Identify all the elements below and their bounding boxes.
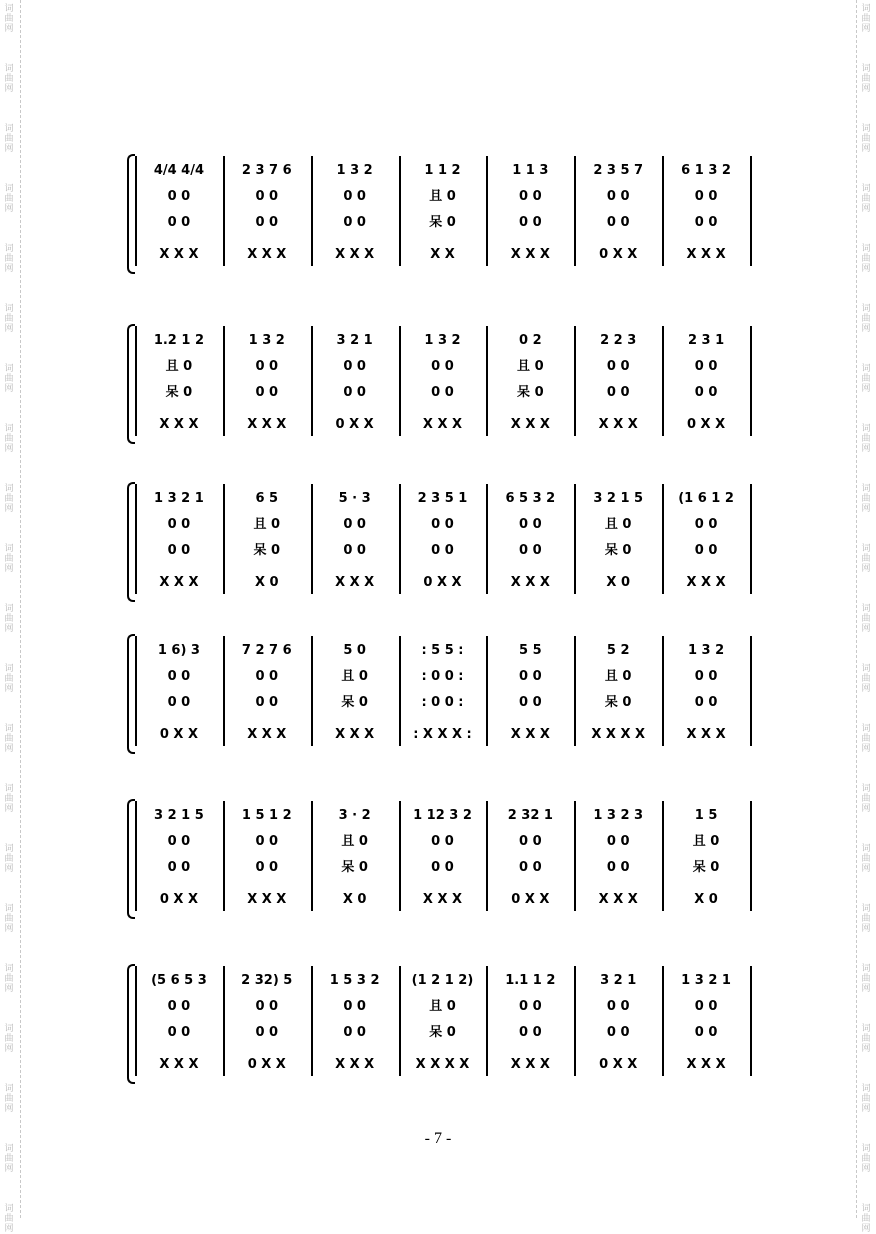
barline	[223, 636, 225, 746]
melody-row: 2 32 1	[507, 808, 553, 823]
watermark-text: 词 曲 网	[861, 244, 871, 274]
watermark-text: 词 曲 网	[4, 184, 14, 214]
barline	[486, 966, 488, 1076]
barline	[750, 326, 752, 436]
vocal-row: 0 0	[694, 999, 718, 1014]
vocal-row: 0 0	[167, 669, 191, 684]
melody-row: 1 3 2 1	[681, 973, 731, 988]
melody-row: 1 3 2	[424, 333, 461, 348]
vocal-row: 且 0	[341, 834, 368, 849]
percussion-row: X X X	[510, 727, 550, 742]
barline	[486, 484, 488, 594]
syllable-row: 0 0	[343, 385, 366, 400]
syllable-row: 0 0	[519, 215, 542, 230]
watermark-text: 词 曲 网	[4, 904, 14, 934]
syllable-row: 呆 0	[692, 860, 720, 875]
syllable-row: 呆 0	[517, 385, 544, 400]
barline	[750, 156, 752, 266]
syllable-row: 0 0	[167, 695, 191, 710]
barline	[311, 484, 313, 594]
watermark-text: 词 曲 网	[861, 124, 871, 154]
watermark-text: 词 曲 网	[4, 64, 14, 94]
melody-row: 5 2	[606, 643, 630, 658]
barline	[399, 636, 401, 746]
vocal-row: 0 0	[343, 999, 366, 1014]
syllable-row: 呆 0	[341, 860, 368, 875]
vocal-row: 且 0	[692, 834, 720, 849]
barline	[311, 966, 313, 1076]
barline	[399, 156, 401, 266]
score-system	[0, 150, 876, 280]
vocal-row: 0 0	[519, 834, 542, 849]
score-system	[0, 478, 876, 608]
barline	[662, 636, 664, 746]
vocal-row: 0 0	[606, 999, 630, 1014]
melody-row: 1 3 2	[687, 643, 725, 658]
percussion-row: X X X	[335, 727, 375, 742]
percussion-row: 0 X X	[159, 727, 198, 742]
barline	[135, 156, 137, 266]
vocal-row: 0 0	[519, 517, 542, 532]
watermark-text: 词 曲 网	[4, 364, 14, 394]
vocal-row: 且 0	[253, 517, 281, 532]
vocal-row: 0 0	[431, 517, 454, 532]
syllable-row: 0 0	[519, 695, 542, 710]
syllable-row: 0 0	[167, 215, 191, 230]
system-brace	[127, 482, 135, 602]
watermark-text: 词 曲 网	[861, 184, 871, 214]
syllable-row: 0 0	[694, 543, 718, 558]
vocal-row: : 0 0 :	[421, 669, 464, 684]
vocal-row: 0 0	[606, 359, 630, 374]
melody-row: 5 0	[343, 643, 366, 658]
barline	[750, 801, 752, 911]
melody-row: 6 5 3 2	[505, 491, 556, 506]
vocal-row: 0 0	[255, 359, 279, 374]
watermark-text: 词 曲 网	[861, 724, 871, 754]
barline	[574, 326, 576, 436]
syllable-row: 0 0	[255, 1025, 279, 1040]
vocal-row: 0 0	[606, 189, 630, 204]
melody-row: 1 3 2 1	[154, 491, 204, 506]
percussion-row: X X X X	[415, 1057, 470, 1072]
syllable-row: 0 0	[694, 695, 718, 710]
syllable-row: 呆 0	[165, 385, 193, 400]
barline	[135, 801, 137, 911]
syllable-row: 0 0	[606, 215, 630, 230]
barline	[223, 156, 225, 266]
syllable-row: 0 0	[343, 1025, 366, 1040]
watermark-text: 词 曲 网	[4, 484, 14, 514]
watermark-text: 词 曲 网	[4, 724, 14, 754]
vocal-row: 0 0	[519, 669, 542, 684]
barline	[662, 326, 664, 436]
syllable-row: 0 0	[606, 385, 630, 400]
syllable-row: 0 0	[255, 215, 279, 230]
watermark-text: 词 曲 网	[4, 964, 14, 994]
barline	[574, 156, 576, 266]
score-system	[0, 960, 876, 1090]
syllable-row: 0 0	[606, 1025, 630, 1040]
watermark-text: 词 曲 网	[4, 604, 14, 634]
system-brace	[127, 634, 135, 754]
melody-row: 5 5	[519, 643, 542, 658]
barline	[486, 801, 488, 911]
barline	[223, 326, 225, 436]
percussion-row: X X X	[247, 727, 287, 742]
watermark-text: 词 曲 网	[861, 424, 871, 454]
syllable-row: 呆 0	[429, 215, 456, 230]
melody-row: 2 2 3	[600, 333, 637, 348]
vocal-row: 且 0	[517, 359, 544, 374]
percussion-row: X 0	[694, 892, 718, 907]
vocal-row: 且 0	[165, 359, 193, 374]
syllable-row: 呆 0	[429, 1025, 456, 1040]
percussion-row: X X X	[686, 575, 726, 590]
watermark-text: 词 曲 网	[861, 304, 871, 334]
syllable-row: 0 0	[255, 695, 279, 710]
percussion-row: X X X	[247, 247, 287, 262]
percussion-row: 0 X X	[247, 1057, 286, 1072]
barline	[574, 801, 576, 911]
watermark-text: 词 曲 网	[861, 64, 871, 94]
melody-row: 1 5 1 2	[241, 808, 292, 823]
watermark-text: 词 曲 网	[4, 1084, 14, 1114]
melody-row: 3 2 1	[600, 973, 637, 988]
percussion-row: 0 X X	[599, 1057, 638, 1072]
barline	[311, 156, 313, 266]
syllable-row: 0 0	[519, 1025, 542, 1040]
vocal-row: 0 0	[606, 834, 630, 849]
percussion-row: X X X	[335, 247, 375, 262]
barline	[486, 326, 488, 436]
percussion-row: X X X	[510, 1057, 550, 1072]
melody-row: 2 3 7 6	[241, 163, 292, 178]
percussion-row: X X X	[686, 727, 726, 742]
barline	[662, 156, 664, 266]
vocal-row: 0 0	[519, 189, 542, 204]
melody-row: 1.1 1 2	[505, 973, 556, 988]
vocal-row: 0 0	[255, 669, 279, 684]
vocal-row: 0 0	[167, 999, 191, 1014]
melody-row: (5 6 5 3	[151, 973, 207, 988]
barline	[223, 801, 225, 911]
percussion-row: X X X	[510, 247, 550, 262]
melody-row: 4/4 4/4	[153, 163, 205, 178]
watermark-text: 词 曲 网	[4, 424, 14, 454]
score-system	[0, 795, 876, 925]
melody-row: 1 6) 3	[157, 643, 200, 658]
melody-row: 3 2 1	[336, 333, 373, 348]
percussion-row: X 0	[254, 575, 279, 590]
watermark-text: 词 曲 网	[861, 4, 871, 34]
vocal-row: 0 0	[167, 834, 191, 849]
melody-row: 2 3 1	[687, 333, 725, 348]
syllable-row: 0 0	[343, 543, 366, 558]
syllable-row: 0 0	[694, 385, 718, 400]
percussion-row: X X X	[159, 247, 199, 262]
percussion-row: 0 X X	[159, 892, 198, 907]
vocal-row: 0 0	[343, 359, 366, 374]
barline	[135, 326, 137, 436]
watermark-text: 词 曲 网	[4, 244, 14, 274]
watermark-text: 词 曲 网	[861, 544, 871, 574]
syllable-row: 0 0	[694, 215, 718, 230]
percussion-row: X X X	[598, 892, 638, 907]
watermark-text: 词 曲 网	[861, 664, 871, 694]
watermark-text: 词 曲 网	[861, 784, 871, 814]
watermark-text: 词 曲 网	[4, 664, 14, 694]
syllable-row: 0 0	[694, 1025, 718, 1040]
barline	[750, 636, 752, 746]
syllable-row: 0 0	[255, 860, 279, 875]
watermark-text: 词 曲 网	[4, 1144, 14, 1174]
syllable-row: 呆 0	[341, 695, 368, 710]
barline	[574, 636, 576, 746]
melody-row: 3 · 2	[338, 808, 371, 823]
vocal-row: 0 0	[343, 517, 366, 532]
percussion-row: X X X	[686, 247, 726, 262]
melody-row: 1.2 1 2	[153, 333, 204, 348]
percussion-row: X 0	[342, 892, 367, 907]
percussion-row: X X X	[686, 1057, 726, 1072]
vocal-row: 0 0	[694, 359, 718, 374]
barline	[486, 156, 488, 266]
syllable-row: 0 0	[167, 1025, 191, 1040]
melody-row: 3 2 1 5	[154, 808, 204, 823]
watermark-text: 词 曲 网	[861, 1204, 871, 1234]
melody-row: 0 2	[519, 333, 542, 348]
percussion-row: X X X	[159, 575, 199, 590]
syllable-row: 0 0	[343, 215, 366, 230]
melody-row: 1 3 2	[248, 333, 285, 348]
percussion-row: 0 X X	[335, 417, 374, 432]
system-brace	[127, 324, 135, 444]
barline	[135, 966, 137, 1076]
syllable-row: 0 0	[431, 385, 454, 400]
syllable-row: 呆 0	[604, 695, 632, 710]
barline	[750, 484, 752, 594]
watermark-text: 词 曲 网	[4, 4, 14, 34]
percussion-row: X X X	[335, 1057, 375, 1072]
melody-row: 5 · 3	[338, 491, 371, 506]
melody-row: 1 1 3	[512, 163, 549, 178]
vocal-row: 0 0	[343, 189, 366, 204]
vocal-row: 且 0	[429, 189, 456, 204]
barline	[750, 966, 752, 1076]
barline	[223, 966, 225, 1076]
watermark-text: 词 曲 网	[861, 1084, 871, 1114]
syllable-row: 0 0	[167, 543, 191, 558]
watermark-text: 词 曲 网	[861, 904, 871, 934]
barline	[311, 326, 313, 436]
percussion-row: X X X	[159, 1057, 199, 1072]
percussion-row: X X X	[335, 575, 375, 590]
syllable-row: 0 0	[606, 860, 630, 875]
melody-row: 2 3 5 1	[417, 491, 468, 506]
barline	[662, 801, 664, 911]
melody-row: 1 12 3 2	[413, 808, 472, 823]
vocal-row: 0 0	[519, 999, 542, 1014]
melody-row: 7 2 7 6	[241, 643, 292, 658]
syllable-row: 0 0	[431, 543, 454, 558]
barline	[399, 484, 401, 594]
syllable-row: 0 0	[519, 543, 542, 558]
system-brace	[127, 799, 135, 919]
watermark-text: 词 曲 网	[4, 784, 14, 814]
percussion-row: X X	[430, 247, 455, 262]
syllable-row: : 0 0 :	[421, 695, 464, 710]
syllable-row: 0 0	[167, 860, 191, 875]
vocal-row: 0 0	[255, 834, 279, 849]
barline	[135, 636, 137, 746]
vocal-row: 0 0	[167, 517, 191, 532]
percussion-row: 0 X X	[511, 892, 550, 907]
percussion-row: X X X	[510, 575, 550, 590]
percussion-row: X X X X	[591, 727, 646, 742]
percussion-row: X X X	[159, 417, 199, 432]
score-system	[0, 320, 876, 450]
watermark-text: 词 曲 网	[4, 1024, 14, 1054]
percussion-row: X X X	[422, 417, 463, 432]
watermark-text: 词 曲 网	[4, 304, 14, 334]
percussion-row: X X X	[247, 892, 287, 907]
syllable-row: 0 0	[255, 385, 279, 400]
percussion-row: X 0	[606, 575, 630, 590]
system-brace	[127, 154, 135, 274]
watermark-text: 词 曲 网	[4, 844, 14, 874]
melody-row: (1 2 1 2)	[411, 973, 474, 988]
melody-row: 1 5 3 2	[329, 973, 380, 988]
percussion-row: X X X	[598, 417, 638, 432]
melody-row: 1 3 2 3	[593, 808, 644, 823]
vocal-row: 0 0	[694, 517, 718, 532]
watermark-text: 词 曲 网	[861, 844, 871, 874]
percussion-row: 0 X X	[686, 417, 726, 432]
percussion-row: : X X X :	[413, 727, 472, 742]
barline	[399, 326, 401, 436]
melody-row: 1 5	[694, 808, 718, 823]
watermark-text: 词 曲 网	[4, 124, 14, 154]
percussion-row: X X X	[247, 417, 287, 432]
melody-row: 6 1 3 2	[681, 163, 731, 178]
percussion-row: 0 X X	[599, 247, 638, 262]
vocal-row: 0 0	[167, 189, 191, 204]
melody-row: : 5 5 :	[421, 643, 464, 658]
barline	[399, 801, 401, 911]
barline	[311, 636, 313, 746]
vocal-row: 0 0	[431, 834, 454, 849]
vocal-row: 且 0	[604, 517, 632, 532]
barline	[574, 484, 576, 594]
syllable-row: 0 0	[519, 860, 542, 875]
page-number: - 7 -	[424, 1130, 452, 1147]
vocal-row: 且 0	[429, 999, 456, 1014]
barline	[223, 484, 225, 594]
melody-row: 1 3 2	[336, 163, 373, 178]
watermark-text: 词 曲 网	[861, 964, 871, 994]
watermark-text: 词 曲 网	[861, 364, 871, 394]
syllable-row: 呆 0	[604, 543, 632, 558]
syllable-row: 0 0	[431, 860, 454, 875]
watermark-text: 词 曲 网	[4, 1204, 14, 1234]
melody-row: 3 2 1 5	[593, 491, 644, 506]
vocal-row: 0 0	[255, 189, 279, 204]
vocal-row: 0 0	[694, 669, 718, 684]
syllable-row: 呆 0	[253, 543, 281, 558]
watermark-text: 词 曲 网	[4, 544, 14, 574]
barline	[662, 484, 664, 594]
melody-row: 1 1 2	[424, 163, 461, 178]
barline	[311, 801, 313, 911]
vocal-row: 且 0	[341, 669, 368, 684]
percussion-row: X X X	[422, 892, 463, 907]
score-system	[0, 630, 876, 760]
melody-row: 6 5	[255, 491, 279, 506]
barline	[486, 636, 488, 746]
watermark-text: 词 曲 网	[861, 1144, 871, 1174]
watermark-text: 词 曲 网	[861, 1024, 871, 1054]
watermark-text: 词 曲 网	[861, 604, 871, 634]
melody-row: 2 3 5 7	[593, 163, 644, 178]
vocal-row: 0 0	[431, 359, 454, 374]
vocal-row: 0 0	[255, 999, 279, 1014]
vocal-row: 0 0	[694, 189, 718, 204]
watermark-text: 词 曲 网	[861, 484, 871, 514]
percussion-row: 0 X X	[423, 575, 462, 590]
melody-row: 2 32) 5	[241, 973, 293, 988]
system-brace	[127, 964, 135, 1084]
vocal-row: 且 0	[604, 669, 632, 684]
melody-row: (1 6 1 2	[678, 491, 734, 506]
barline	[135, 484, 137, 594]
percussion-row: X X X	[510, 417, 550, 432]
barline	[399, 966, 401, 1076]
barline	[662, 966, 664, 1076]
barline	[574, 966, 576, 1076]
